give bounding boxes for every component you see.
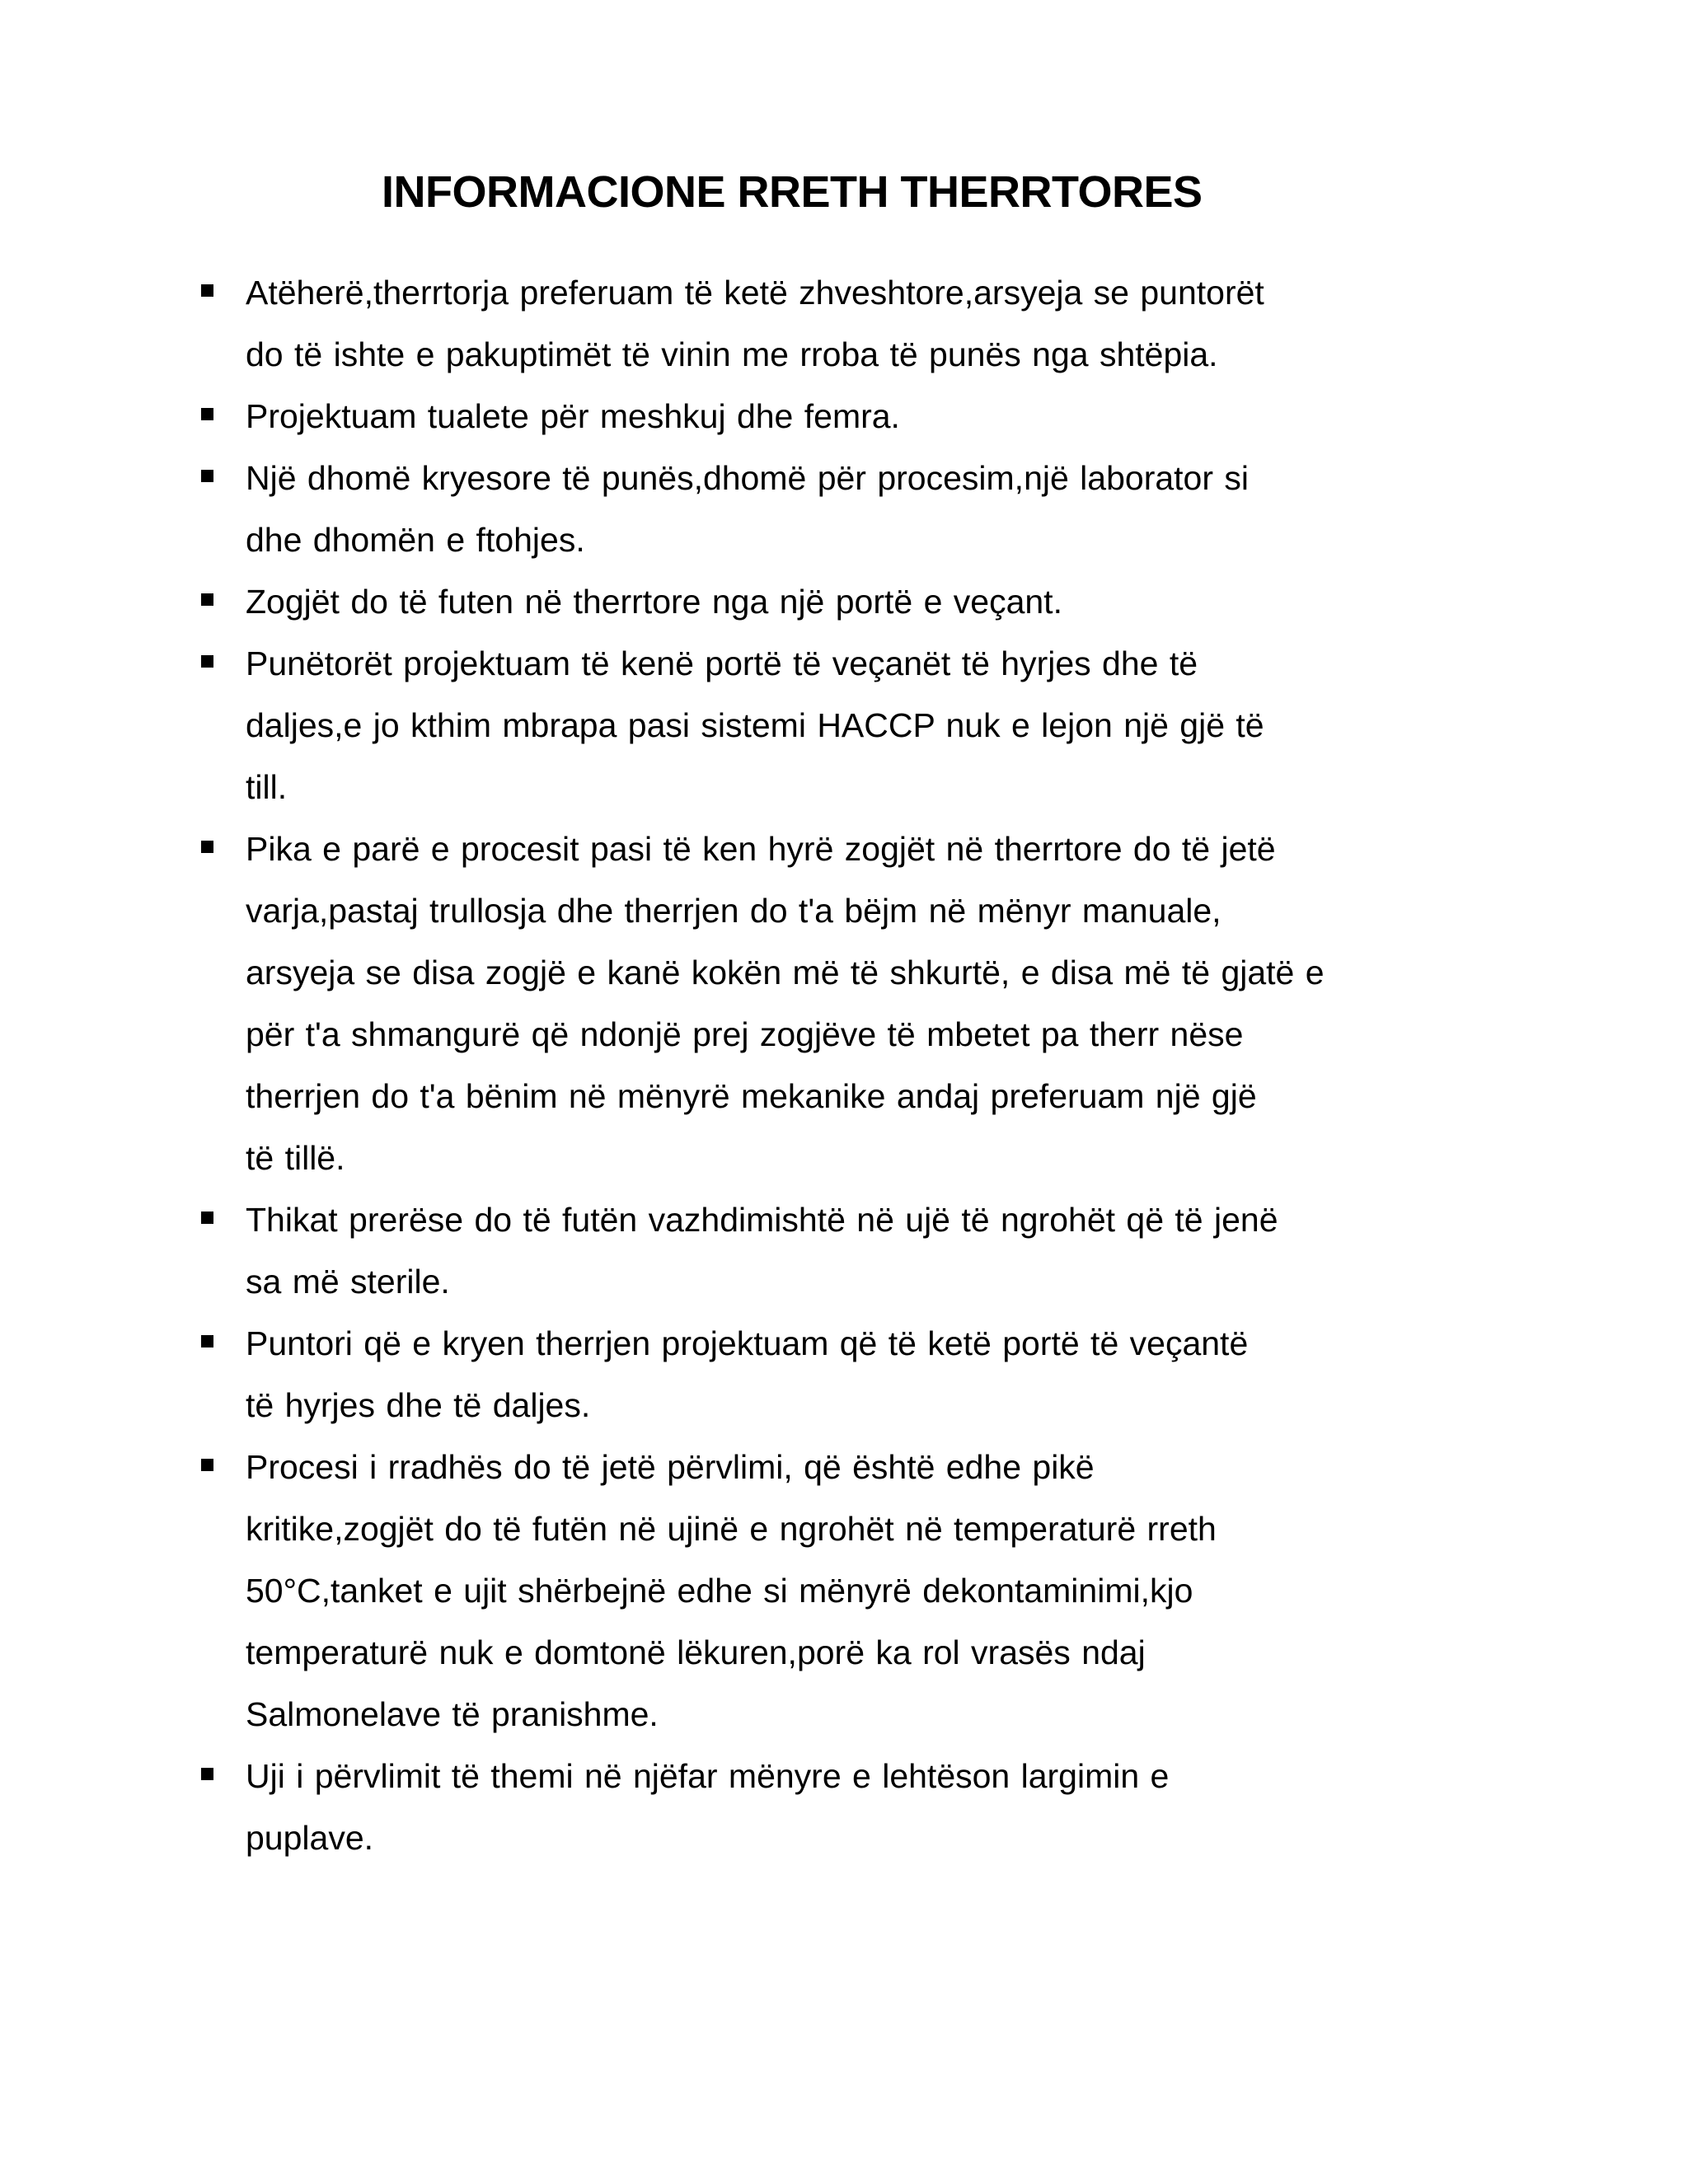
list-item-line: 50°C,tanket e ujit shërbejnë edhe si mënyrë dekontaminimi,kjo [246,1572,1193,1610]
list-item-line: daljes,e jo kthim mbrapa pasi sistemi HACCP nuk e lejon një gjë të [246,706,1264,744]
list-item-line: Puntori që e kryen therrjen projektuam që të ketë portë të veçantë [246,1324,1249,1362]
list-item-line: të tillë. [246,1139,345,1177]
list-item [198,1313,1484,1436]
list-item [198,262,1484,386]
square-bullet-icon [201,1335,213,1347]
list-item-line: till. [246,768,288,806]
list-item-line: Uji i përvlimit të themi në njëfar mënyre e lehtëson largimin e [246,1757,1170,1795]
page-title: INFORMACIONE RRETH THERRTORES [382,167,1203,217]
list-item [198,633,1484,818]
list-item-line: arsyeja se disa zogjë e kanë kokën më të shkurtë, e disa më të gjatë e [246,954,1325,991]
square-bullet-icon [201,284,213,297]
list-item-line: për tʹa shmangurë që ndonjë prej zogjëve të mbetet pa therr nëse [246,1015,1244,1053]
square-bullet-icon [201,470,213,482]
list-item-line: Një dhomë kryesore të punës,dhomë për procesim,një laborator si [246,459,1249,497]
list-item-line: varja,pastaj trullosja dhe therrjen do tʹa bëjm në mënyr manuale, [246,892,1221,930]
list-item-line: do të ishte e pakuptimët të vinin me rroba të punës nga shtëpia. [246,335,1218,373]
square-bullet-icon [201,1459,213,1471]
square-bullet-icon [201,1768,213,1780]
list-item-line: Projektuam tualete për meshkuj dhe femra. [246,397,900,435]
list-item-line: Salmonelave të pranishme. [246,1695,659,1733]
list-item-line: Zogjët do të futen në therrtore nga një portë e veçant. [246,583,1062,621]
square-bullet-icon [201,841,213,853]
square-bullet-icon [201,408,213,420]
list-item-line: Thikat prerëse do të futën vazhdimishtë në ujë të ngrohët që të jenë [246,1201,1278,1239]
list-item-line: Procesi i rradhës do të jetë përvlimi, që është edhe pikë [246,1448,1095,1486]
list-item-line: Punëtorët projektuam të kenë portë të veçanët të hyrjes dhe të [246,644,1198,682]
list-item-line: Pika e parë e procesit pasi të ken hyrë zogjët në therrtore do të jetë [246,830,1276,868]
list-item [198,1436,1484,1746]
square-bullet-icon [201,1212,213,1224]
bullet-list [198,262,1484,1869]
list-item [198,571,1484,633]
square-bullet-icon [201,593,213,606]
list-item-line: kritike,zogjët do të futën në ujinë e ngrohët në temperaturë rreth [246,1510,1217,1548]
list-item-line: temperaturë nuk e domtonë lëkuren,porë ka rol vrasës ndaj [246,1633,1146,1671]
list-item [198,448,1484,571]
list-item [198,1189,1484,1313]
list-item-line: puplave. [246,1819,374,1857]
list-item [198,386,1484,448]
list-item [198,1746,1484,1869]
square-bullet-icon [201,655,213,668]
list-item [198,818,1484,1189]
list-item-line: therrjen do tʹa bënim në mënyrë mekanike andaj preferuam një gjë [246,1077,1257,1115]
list-item-line: Atëherë,therrtorja preferuam të ketë zhveshtore,arsyeja se puntorët [246,274,1264,312]
list-item-line: sa më sterile. [246,1263,450,1301]
list-item-line: dhe dhomën e ftohjes. [246,521,585,559]
list-item-line: të hyrjes dhe të daljes. [246,1386,591,1424]
